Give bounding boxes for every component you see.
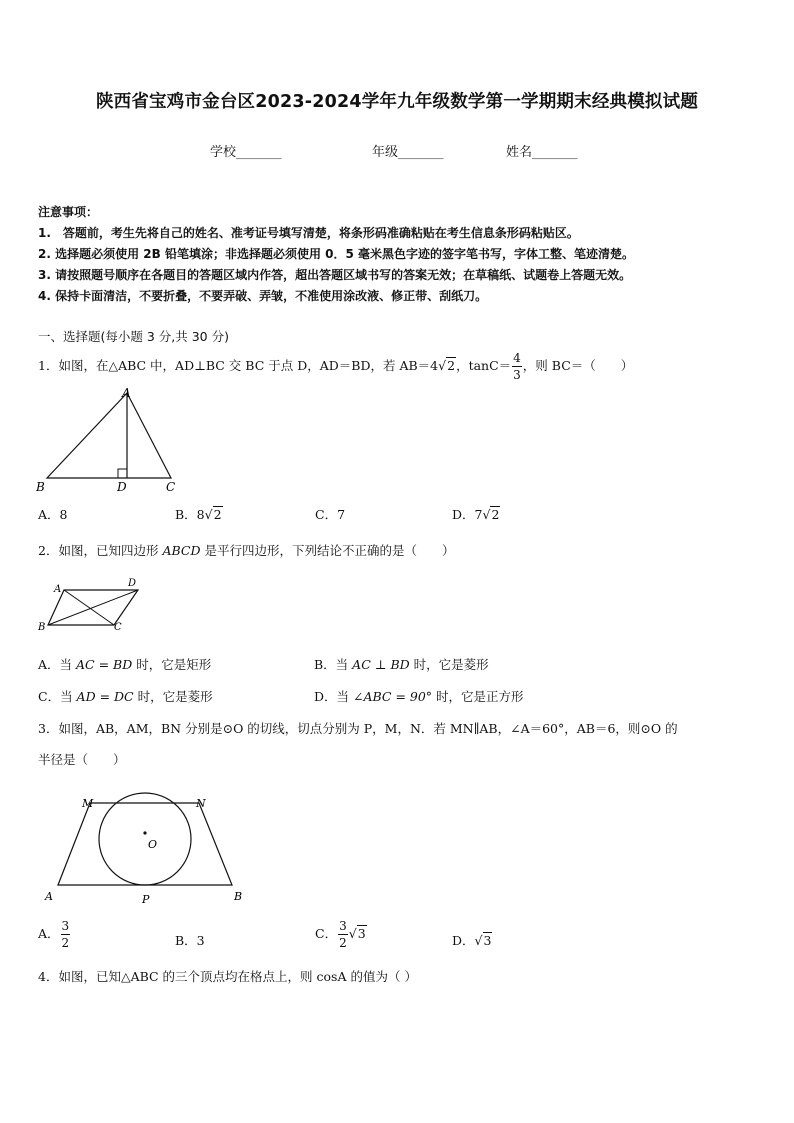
q2-shape-name: ABCD: [162, 543, 201, 558]
label-o: O: [148, 838, 158, 851]
q3-option-a-num: 3: [61, 919, 70, 933]
q1-option-d-label: D．7: [452, 507, 483, 522]
q1-option-b-sqrt: √2: [204, 507, 222, 522]
right-angle-mark: [118, 469, 127, 478]
notice-item-1: 1. 答题前，考生先将自己的姓名、准考证号填写清楚，将条形码准确粘贴在考生信息条形码粘贴区。: [38, 226, 579, 240]
notice-item-3: 3. 请按照题号顺序在各题目的答题区域内作答，超出答题区域书写的答案无效；在草稿纸、试题卷上答题无效。: [38, 268, 632, 282]
trapezoid-abnm: [58, 803, 232, 885]
label-a: A: [54, 584, 62, 595]
q2-option-d: [314, 687, 524, 705]
label-c: C: [166, 480, 176, 494]
q3-option-d-label: D．: [452, 933, 475, 948]
grade-field: [372, 141, 444, 160]
label-n: N: [196, 797, 206, 810]
q1-option-d-radicand: 2: [491, 507, 500, 522]
label-m: M: [82, 797, 94, 810]
q2-option-b-post: 时，它是菱形: [409, 657, 489, 672]
circle-o: [99, 793, 191, 885]
q3-option-c-num: 3: [339, 919, 347, 933]
q2-option-c-post: 时，它是菱形: [133, 689, 213, 704]
q2-option-c-math: AD = DC: [76, 689, 134, 704]
label-d: D: [128, 578, 137, 589]
q3-option-a-den: 2: [61, 936, 70, 950]
question-1-stem: [38, 352, 633, 381]
q1-option-a-label: A．8: [38, 507, 68, 522]
q1-option-c-label: C．7: [315, 507, 346, 522]
q3-option-a-fraction: [61, 920, 71, 949]
grade-blank: _______: [398, 145, 444, 160]
q1-radicand: 2: [447, 358, 456, 373]
q3-option-c-fraction: [338, 920, 348, 949]
label-c: C: [114, 622, 122, 633]
label-p: P: [142, 893, 150, 906]
q3-trapezoid-circle-figure: [38, 792, 253, 910]
question-3-stem-line2: 半径是（ ）: [38, 752, 126, 767]
page-title: 陕西省宝鸡市金台区2023-2024学年九年级数学第一学期期末经典模拟试题: [95, 92, 699, 112]
label-a: A: [45, 890, 53, 903]
school-blank: _______: [236, 145, 282, 160]
q2-option-a-post: 时，它是矩形: [132, 657, 212, 672]
name-field: [506, 141, 578, 160]
q1-fraction: [512, 352, 522, 381]
q3-option-c-sqrt: √3: [348, 926, 366, 941]
q3-option-b: [175, 931, 205, 949]
q2-option-c-pre: C．当: [38, 689, 77, 704]
diagonal-ac: [64, 590, 114, 625]
q1-option-b-label: B．8: [175, 507, 205, 522]
label-b: B: [36, 480, 45, 494]
question-3-stem-line1: 3．如图，AB，AM，BN 分别是⊙O 的切线，切点分别为 P，M，N．若 MN∥AB，∠A＝60°，AB＝6，则⊙O 的: [38, 721, 678, 736]
q2-option-a: [38, 655, 211, 673]
q2-option-a-pre: A．当: [38, 657, 77, 672]
label-a: A: [122, 386, 131, 400]
q3-option-d: [452, 931, 492, 949]
q2-option-b: [314, 655, 489, 673]
q1-triangle-figure: [34, 386, 184, 494]
label-b: B: [38, 622, 46, 633]
q3-option-a-label: A．: [38, 926, 60, 941]
q1-fraction-den: 3: [513, 368, 521, 382]
grade-label: 年级: [372, 145, 399, 160]
school-field: [210, 141, 282, 160]
q3-option-c-label: C．: [315, 926, 338, 941]
q1-option-a: [38, 505, 67, 523]
q2-option-b-math: AC ⊥ BD: [352, 657, 410, 672]
notice-item-2: 2. 选择题必须使用 2B 铅笔填涂；非选择题必须使用 0．5 毫米黑色字迹的签字笔书写，字体工整、笔迹清楚。: [38, 247, 634, 261]
q1-text-post: ，则 BC＝（ ）: [522, 358, 634, 373]
q2-text-post: 是平行四边形，下列结论不正确的是（ ）: [200, 543, 455, 558]
section-heading: 一、选择题(每小题 3 分,共 30 分): [38, 329, 229, 344]
q3-option-d-radicand: 3: [483, 933, 492, 948]
q1-option-d-sqrt: √2: [482, 507, 500, 522]
q2-parallelogram-figure: [34, 572, 144, 634]
q1-option-b-radicand: 2: [213, 507, 222, 522]
q2-option-d-post: 时，它是正方形: [432, 689, 524, 704]
question-4-stem: 4．如图，已知△ABC 的三个顶点均在格点上，则 cosA 的值为（ ）: [38, 969, 417, 984]
notice-item-4: 4. 保持卡面清洁，不要折叠，不要弄破、弄皱，不准使用涂改液、修正带、刮纸刀。: [38, 289, 488, 303]
q3-option-a: [38, 920, 71, 949]
q3-option-b-label: B．3: [175, 933, 205, 948]
q3-option-c-den: 2: [339, 936, 347, 950]
q1-fraction-num: 4: [513, 351, 521, 365]
label-b: B: [234, 890, 243, 903]
q1-text-mid: ，tanC＝: [456, 358, 512, 373]
q2-option-b-pre: B．当: [314, 657, 353, 672]
triangle-abc: [47, 393, 171, 478]
school-label: 学校: [210, 145, 237, 160]
name-blank: _______: [532, 145, 578, 160]
q3-option-d-sqrt: √3: [474, 933, 492, 948]
q1-option-b: [175, 505, 223, 523]
q2-option-d-math: ∠ABC = 90°: [353, 689, 433, 704]
q1-option-c: [315, 505, 345, 523]
name-label: 姓名: [506, 145, 533, 160]
q1-sqrt: √2: [438, 358, 456, 373]
center-o: [143, 831, 146, 834]
label-d: D: [117, 480, 127, 494]
q2-option-a-math: AC = BD: [76, 657, 133, 672]
q1-text-pre: 1．如图，在△ABC 中，AD⊥BC 交 BC 于点 D，AD＝BD，若 AB＝4: [38, 358, 439, 373]
notice-heading: 注意事项：: [38, 205, 99, 219]
q2-option-c: [38, 687, 213, 705]
q3-option-c-radicand: 3: [357, 926, 366, 941]
q3-option-c: [315, 920, 367, 949]
question-2-stem: [38, 541, 454, 559]
q2-text-pre: 2．如图，已知四边形: [38, 543, 163, 558]
q1-option-d: [452, 505, 500, 523]
q2-option-d-pre: D．当: [314, 689, 353, 704]
